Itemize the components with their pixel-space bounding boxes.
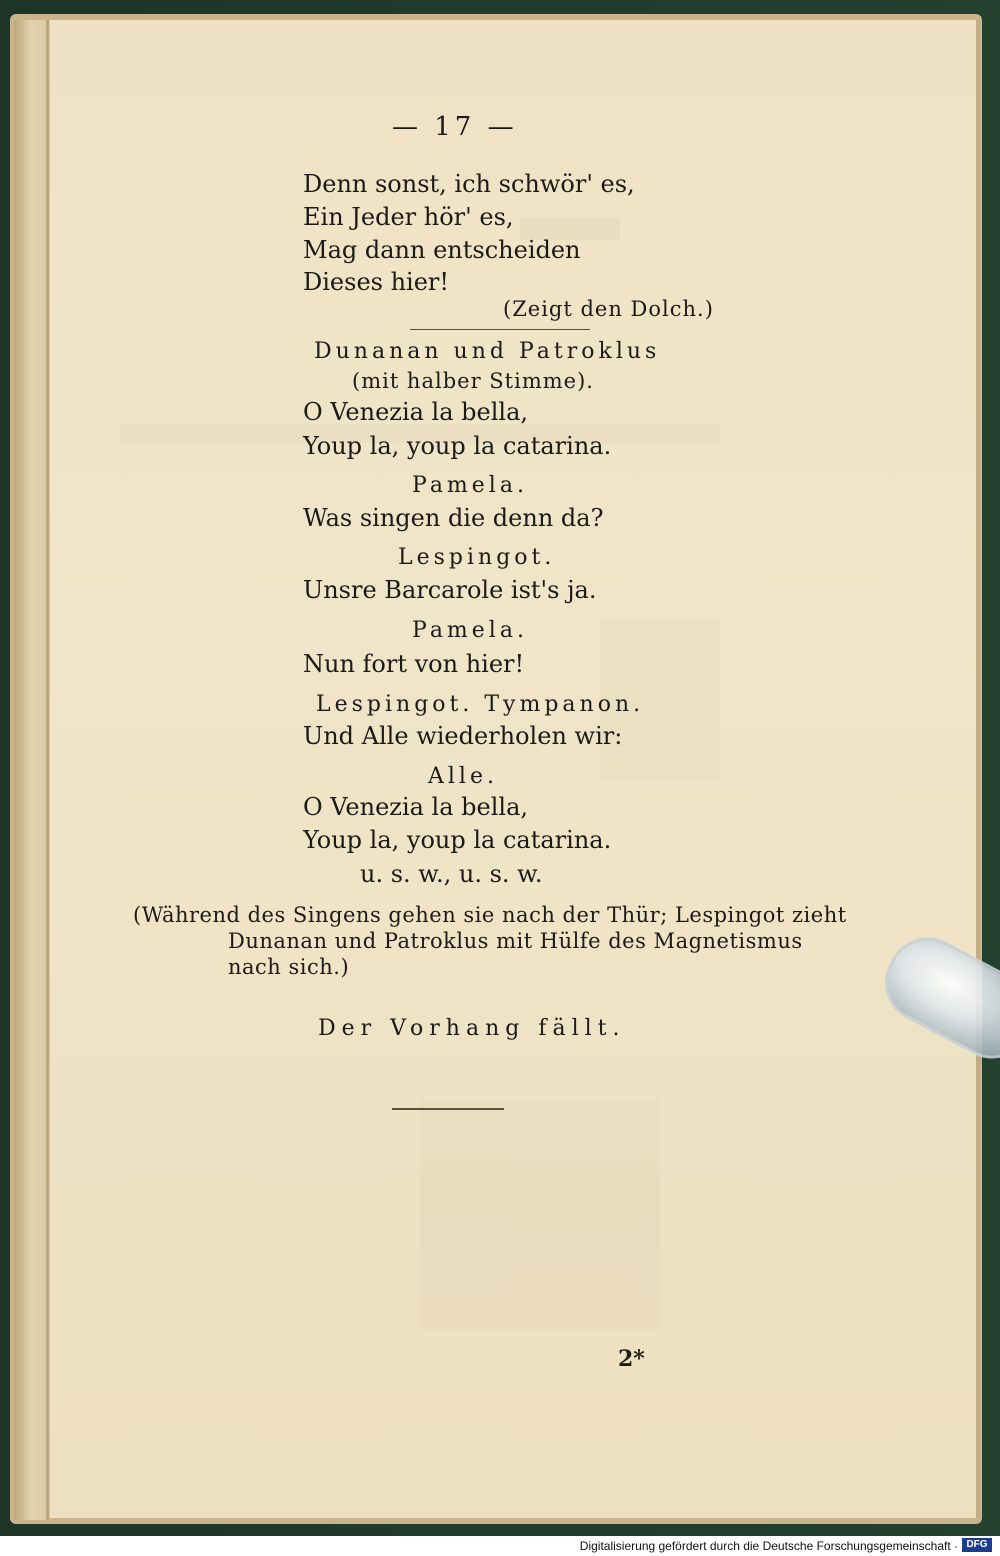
verse-line: u. s. w., u. s. w. (360, 860, 543, 888)
speaker-name: Lespingot. (398, 545, 556, 570)
divider (410, 329, 590, 330)
stage-direction: (Zeigt den Dolch.) (503, 297, 714, 321)
speaker-name: Dunanan und Patroklus (314, 339, 661, 364)
footer-credit: Digitalisierung gefördert durch die Deutsche Forschungsgemeinschaft · (579, 1539, 958, 1553)
verse-line: Mag dann entscheiden (303, 236, 581, 264)
dfg-logo: DFG (962, 1538, 992, 1552)
verse-line: Youp la, youp la catarina. (303, 826, 612, 854)
curtain-line: Der Vorhang fällt. (318, 1016, 626, 1041)
speaker-name: Lespingot. Tympanon. (316, 692, 645, 717)
end-rule (392, 1108, 504, 1110)
stage-note: Dunanan und Patroklus mit Hülfe des Magnetismus (228, 929, 803, 953)
verse-line: O Venezia la bella, (303, 398, 529, 426)
page-number: — 17 — (392, 112, 518, 142)
verse-line: O Venezia la bella, (303, 793, 529, 821)
verse-line: Nun fort von hier! (303, 650, 525, 678)
stage-note: (Während des Singens gehen sie nach der Thür; Lespingot zieht (133, 903, 847, 927)
verse-line: Youp la, youp la catarina. (303, 432, 612, 460)
verse-line: Unsre Barcarole ist's ja. (303, 576, 597, 604)
verse-line: Was singen die denn da? (303, 504, 604, 532)
stage-note: nach sich.) (228, 955, 350, 979)
verse-line: Und Alle wiederholen wir: (303, 722, 623, 750)
verse-line: Dieses hier! (303, 268, 450, 296)
show-through (420, 1100, 660, 1330)
gutter (46, 20, 49, 1520)
verse-line: Ein Jeder hör' es, (303, 203, 514, 231)
speaker-name: Alle. (428, 764, 498, 789)
verse-line: Denn sonst, ich schwör' es, (303, 170, 635, 198)
stage-direction: (mit halber Stimme). (352, 369, 594, 393)
speaker-name: Pamela. (412, 473, 528, 498)
signature-mark: 2* (618, 1346, 645, 1372)
speaker-name: Pamela. (412, 618, 528, 643)
